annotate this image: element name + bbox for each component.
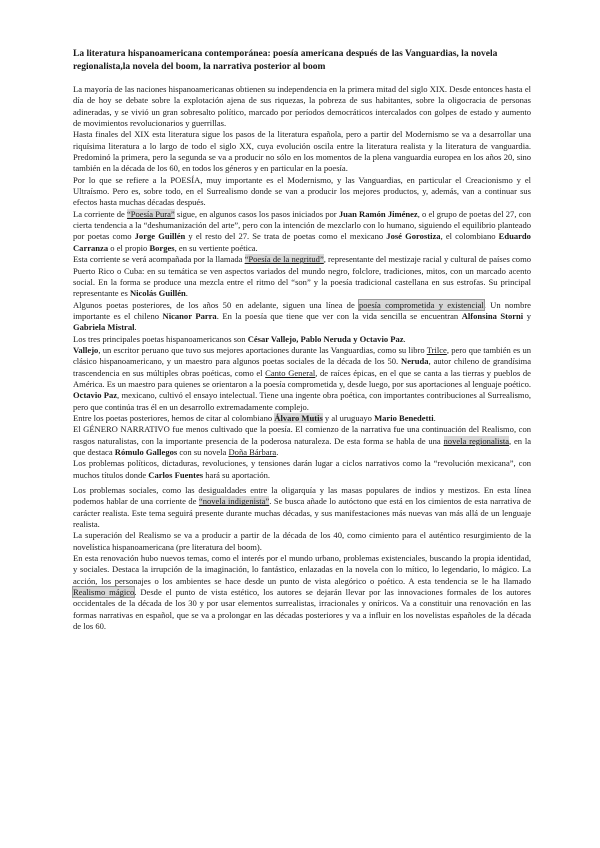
highlight-negritud: “Poesía de la negritud” <box>244 254 324 265</box>
link-trilce: Trilce <box>426 344 447 355</box>
highlight-poesia-pura: “Poesía Pura” <box>126 208 175 219</box>
paragraph-negritud: Esta corriente se verá acompañada por la llamada “Poesía de la negritud”, representante del mestizaje racial y cultural de países como Puerto Rico o Cuba: en su temática se ven aspectos variados del mundo negro, folclore, tradiciones, mitos, con un marcado acento social. En la forma se produce una mezcla entre el ritmo del “son” y la poesía tradicional castellana en sus estrofas. Su principal representante es Nicolás Guillén. <box>73 254 531 299</box>
highlight-regionalista: novela regionalista <box>443 435 509 446</box>
paragraph-vallejo-neruda-paz: Vallejo, un escritor peruano que tuvo sus mejores aportaciones durante las Vanguardias, como su libro Trilce, pero que también es un clásico hispanoamericano, y un maestro para algunos poetas sociales de la década de los 50. Neruda, autor chileno de grandísima trascendencia en sus múltiples obras poéticas, como el Canto General, de raíces épicas, en el que se canta a las tierras y pueblos de América. Es un maestro para quienes se orientaron a la poesía comprometida y, desde luego, por sus aportaciones al lenguaje poético. Octavio Paz, mexicano, cultivó el ensayo intelectual. Tiene una ingente obra poética, con importantes contribuciones al Surrealismo, pero que continúa tras él en un desarrollo extremadamente complejo. <box>73 344 531 412</box>
paragraph-evolution: Hasta finales del XIX esta literatura sigue los pasos de la literatura española, pero a partir del Modernismo se va a desarrollar una riquísima literatura a lo largo de todo el siglo XX, cuya evolución oscila entre la literatura realista y la literatura de vanguardia. Predominó la primera, pero la segunda se va a producir no sólo en los momentos de la plena vanguardia europea en los años 20, sino también en la década de los 60, en todos los géneros y en particular en la poesía. <box>73 129 531 174</box>
paragraph-political: Los problemas políticos, dictaduras, revoluciones, y tensiones darán lugar a ciclos narrativos como la “revolución mexicana”, con muchos títulos donde Carlos Fuentes hará su aportación. <box>73 458 531 480</box>
highlight-realismo-magico: Realismo mágico <box>73 587 135 598</box>
link-dona-barbara: Doña Bárbara <box>228 447 277 457</box>
highlight-indigenista: “novela indigenista” <box>198 496 270 507</box>
paragraph-indigenista: Los problemas sociales, como las desigualdades entre la oligarquía y las masas populares de indios y mestizos. En esta línea podemos hablar de una corriente de “novela indigenista”. Se busca añade lo autóctono que está en los cimientos de esta narrativa de carácter realista. Este tema seguirá presente durante muchas décadas, y sus manifestaciones más nuevas van más allá de un lenguaje realista. <box>73 485 532 530</box>
document-body <box>73 84 531 633</box>
paragraph-realism-overcome: La superación del Realismo se va a producir a partir de la década de los 40, como cimiento para el auténtico resurgimiento de la novelística hispanoamericana (pre literatura del boom). <box>73 530 531 552</box>
document-title: La literatura hispanoamericana contemporánea: poesía americana después de las Vanguardias, la novela regionalista,la novela del boom, la narrativa posterior al boom <box>73 49 498 72</box>
paragraph-narrative: El GÉNERO NARRATIVO fue menos cultivado que la poesía. El comienzo de la narrativa fue una continuación del Realismo, con rasgos naturalistas, con la importante presencia de la poderosa naturaleza. De esta forma se habla de una novela regionalista, en la que destaca Rómulo Gallegos con su novela Doña Bárbara. <box>73 424 531 457</box>
link-canto-general: Canto General <box>265 367 316 378</box>
paragraph-poetry: Por lo que se refiere a la POESÍA, muy importante es el Modernismo, y las Vanguardias, en particular el Creacionismo y el Ultraísmo. Pero es, sobre todo, en el Surrealismo donde se van a producir los mejores productos, y, además, van a continuar sus efectos hasta muchas décadas después. <box>73 174 531 208</box>
highlight-comprometida: poesía comprometida y existencial <box>359 299 484 310</box>
document-page <box>73 48 531 633</box>
paragraph-magic-realism: En esta renovación hubo nuevos temas, como el interés por el mundo urbano, problemas existenciales, buscando la propia identidad, y sociales. Destaca la irrupción de la imaginación, lo fantástico, enlazadas en la novela con lo mítico, lo legendario, lo mágico. La acción, los personajes o los ambientes se hace desde un punto de vista alegórico o poético. A esta tendencia se le ha llamado Realismo mágico. Desde el punto de vista estético, los autores se dejarán llevar por las innovaciones formales de los autores occidentales de la década de los 30 y por usar elementos surrealistas, irracionales y oníricos. Va a constituir una renovación en las formas narrativas en español, que se va a prolongar en las décadas posteriores y va a influir en los novelistas españoles de la década de los 60. <box>73 553 532 632</box>
paragraph-comprometida: Algunos poetas posteriores, de los años 50 en adelante, siguen una línea de poesía comprometida y existencial. Un nombre importante es el chileno Nicanor Parra. En la poesía que tiene que ver con la vida sencilla se encuentran Alfonsina Storni y Gabriela Mistral. <box>73 299 531 333</box>
paragraph-three-poets: Los tres principales poetas hispanoamericanos son César Vallejo, Pablo Neruda y Octavio Paz. <box>73 333 406 344</box>
paragraph-later-poets: Entre los poetas posteriores, hemos de citar al colombiano Álvaro Mutis y al uruguayo Mario Benedetti. <box>73 412 436 423</box>
paragraph-poesia-pura: La corriente de “Poesía Pura” sigue, en algunos casos los pasos iniciados por Juan Ramón Jiménez, o el grupo de poetas del 27, con cierta tendencia a la “deshumanización del arte”, pero con la intención de mezclarlo con lo humano, siguiendo el equilibrio planteado por poetas como Jorge Guillén y el resto del 27. Se trata de poetas como el mexicano José Gorostiza, el colombiano Eduardo Carranza o el propio Borges, en su vertiente poética. <box>73 208 531 253</box>
paragraph-independence: La mayoría de las naciones hispanoamericanas obtienen su independencia en la primera mitad del siglo XIX. Desde entonces hasta el día de hoy se debate sobre la explotación ajena de sus riquezas, la pobreza de sus habitantes, sobre la oligocracia de personas adineradas, y se vivió un gran sobresalto político, marcado por períodos democráticos intercalados con golpes de estado y aumento de movimientos revolucionarios y guerrillas. <box>73 84 531 129</box>
